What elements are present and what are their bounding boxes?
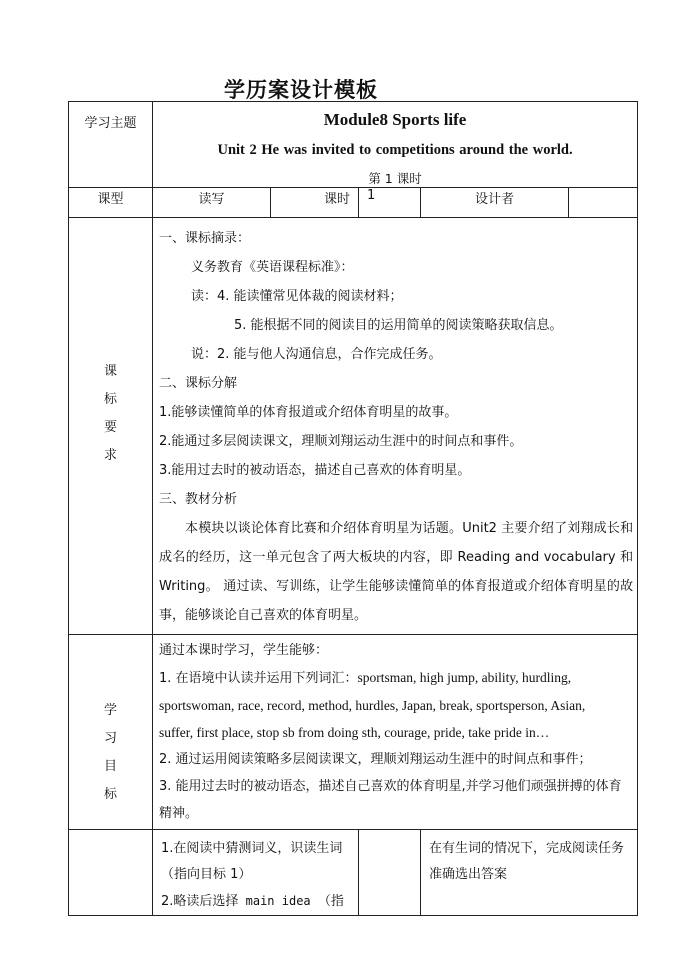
objectives-label: [69, 635, 153, 830]
standards-line: 5. 能根据不同的阅读目的运用简单的阅读策略获取信息。: [234, 318, 563, 333]
vocabulary-list: suffer, first place, stop sb from doing sth, courage, pride, take pride in…: [159, 725, 550, 740]
evaluation-cell: [421, 830, 638, 916]
vocabulary-list: sportsman, high jump, ability, hurdling,: [357, 670, 572, 685]
section-heading: 一、课标摘录：: [159, 231, 251, 246]
standards-label-char: 标: [103, 392, 117, 407]
objectives-label-char: 学: [103, 703, 117, 718]
standards-line: 1.能够读懂简单的体育报道或介绍体育明星的故事。: [159, 405, 458, 420]
objectives-content: [153, 635, 638, 830]
topic-cell: [153, 102, 638, 188]
lesson-plan-table: [68, 101, 638, 916]
task-2-text-end: （指: [317, 894, 344, 909]
standards-line: 3.能用过去时的被动语态，描述自己喜欢的体育明星。: [159, 463, 471, 478]
section-heading: 三、教材分析: [159, 492, 238, 507]
objective-item-1: [159, 664, 633, 692]
topic-row: [69, 102, 638, 188]
task-2-code: main idea: [238, 894, 318, 908]
task-2: [161, 888, 352, 915]
objectives-row: [69, 635, 638, 830]
type-label: 课型: [69, 188, 153, 218]
analysis-paragraph: 本模块以谈论体育比赛和介绍体育明星为话题。Unit2 主要介绍了刘翔成长和成名的经历，这一单元包含了两大板块的内容，即 Reading and vocabulary 和 Writing。 通过读、写训练，让学生能够读懂简单的体育报道或介绍体育明星的故事，能够谈论自己喜欢的体育明星。: [159, 521, 634, 623]
objective-item-2: 2. 通过运用阅读策略多层阅读课文，理顺刘翔运动生涯中的时间点和事件；: [159, 752, 592, 767]
lesson-value: 1: [359, 188, 421, 218]
topic-label: 学习主题: [69, 102, 153, 188]
evaluation-1: 在有生词的情况下，完成阅读任务: [429, 841, 625, 856]
page-title: 学历案设计模板: [224, 78, 378, 102]
empty-cell: [359, 830, 421, 916]
task-2-text: 2.略读后选择: [161, 894, 239, 909]
task-1: 1.在阅读中猜测词义，识读生词（指向目标 1）: [161, 841, 343, 882]
standards-label-char: 课: [103, 364, 117, 379]
objective-item-3: 3. 能用过去时的被动语态，描述自己喜欢的体育明星,并学习他们顽强拼搏的体育精神。: [159, 779, 622, 821]
objectives-intro: 通过本课时学习，学生能够：: [159, 643, 329, 658]
evaluation-2: 准确选出答案: [429, 867, 508, 882]
objectives-label-char: 目: [103, 759, 117, 774]
standards-line: 2.能通过多层阅读课文，理顺刘翔运动生涯中的时间点和事件。: [159, 434, 523, 449]
activities-row: [69, 830, 638, 916]
type-value: 读写: [153, 188, 271, 218]
standards-label: [69, 218, 153, 635]
lesson-number: 第 1 课时: [368, 171, 422, 186]
standards-line: 义务教育《英语课程标准》：: [191, 260, 354, 275]
info-row: [69, 188, 638, 218]
unit-title: Unit 2 He was invited to competitions around the world.: [217, 142, 573, 158]
section-heading: 二、课标分解: [159, 376, 238, 391]
vocabulary-list: sportswoman, race, record, method, hurdles, Japan, break, sportsperson, Asian,: [159, 698, 586, 713]
standards-line: 读：4. 能读懂常见体裁的阅读材料；: [191, 289, 403, 304]
lesson-label: 课时: [271, 188, 359, 218]
objectives-label-char: 习: [103, 731, 117, 746]
designer-label: 设计者: [421, 188, 569, 218]
standards-label-char: 要: [103, 420, 117, 435]
module-title: Module8 Sports life: [323, 110, 467, 129]
standards-row: [69, 218, 638, 635]
objective-item-1-text: 1. 在语境中认读并运用下列词汇：: [159, 671, 358, 686]
designer-value: [569, 188, 638, 218]
standards-content: [153, 218, 638, 635]
standards-label-char: 求: [103, 448, 117, 463]
standards-line: 说：2. 能与他人沟通信息，合作完成任务。: [191, 347, 442, 362]
activities-label: [69, 830, 153, 916]
tasks-cell: [153, 830, 359, 916]
objectives-label-char: 标: [103, 787, 117, 802]
